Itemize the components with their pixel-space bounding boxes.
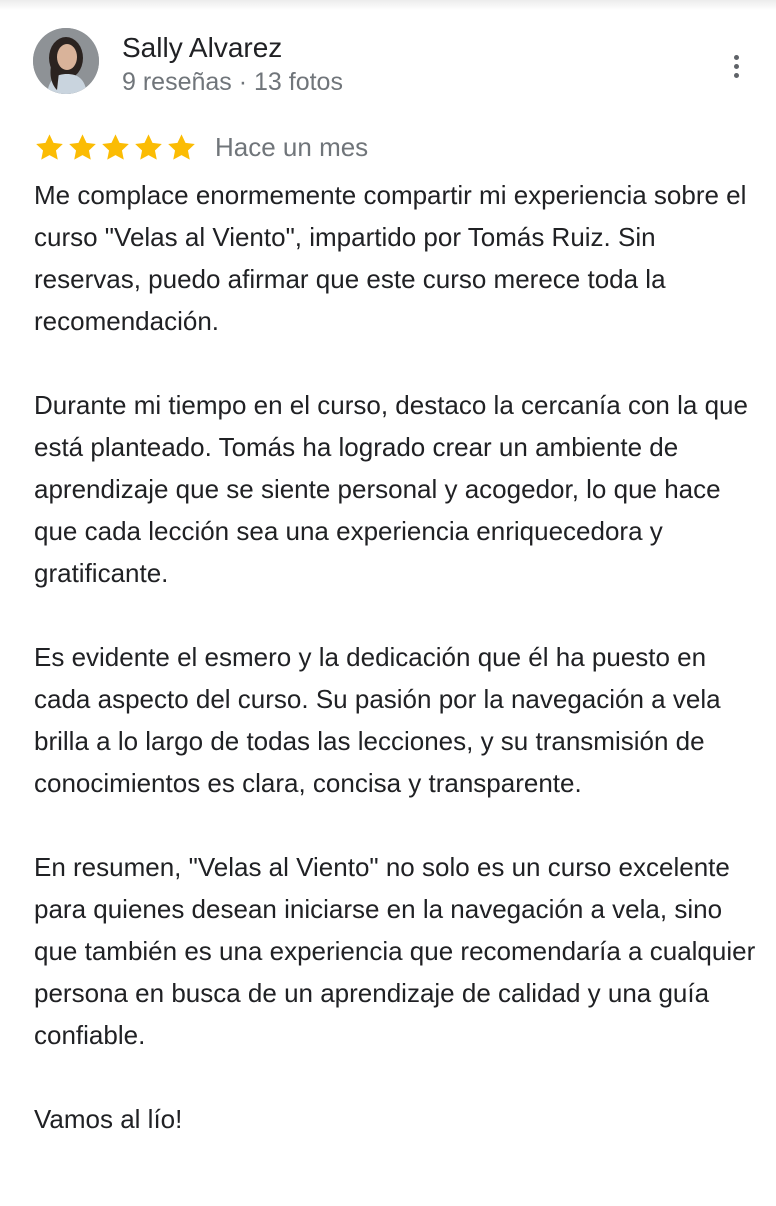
more-vert-icon: [734, 73, 739, 78]
review-paragraph: Es evidente el esmero y la dedicación que él ha puesto en cada aspecto del curso. Su pasión por la navegación a vela brilla a lo largo de todas las lecciones, y su transmisión de conocimientos es clara, concisa y transparente.: [34, 642, 721, 798]
review-paragraph: Me complace enormemente compartir mi experiencia sobre el curso "Velas al Viento", impartido por Tomás Ruiz. Sin reservas, puedo afirmar que este curso merece toda la recomendación.: [34, 180, 747, 336]
star-icon: [166, 132, 197, 163]
review-paragraph: En resumen, "Velas al Viento" no solo es un curso excelente para quienes desean iniciarse en la navegación a vela, sino que también es una experiencia que recomendaría a cualquier persona en busca de un aprendizaje de calidad y una guía confiable.: [34, 852, 756, 1050]
more-vert-icon: [734, 64, 739, 69]
star-icon: [100, 132, 131, 163]
review-date: Hace un mes: [215, 131, 369, 162]
review-text: [34, 174, 764, 1140]
reviewer-name[interactable]: Sally Alvarez: [122, 32, 283, 63]
rating-row: [34, 130, 368, 164]
avatar-photo: [33, 28, 99, 94]
more-vert-icon: [734, 55, 739, 60]
star-rating: [34, 132, 197, 163]
review-paragraph: Vamos al lío!: [34, 1104, 183, 1134]
star-icon: [67, 132, 98, 163]
avatar[interactable]: [33, 28, 99, 94]
star-icon: [34, 132, 65, 163]
review-paragraph: Durante mi tiempo en el curso, destaco la cercanía con la que está planteado. Tomás ha logrado crear un ambiente de aprendizaje que se siente personal y acogedor, lo que hace que cada lección sea una experiencia enriquecedora y gratificante.: [34, 390, 748, 588]
star-icon: [133, 132, 164, 163]
more-options-button[interactable]: [716, 46, 756, 86]
review-header: [0, 0, 776, 110]
reviewer-stats: 9 reseñas · 13 fotos: [122, 68, 343, 96]
